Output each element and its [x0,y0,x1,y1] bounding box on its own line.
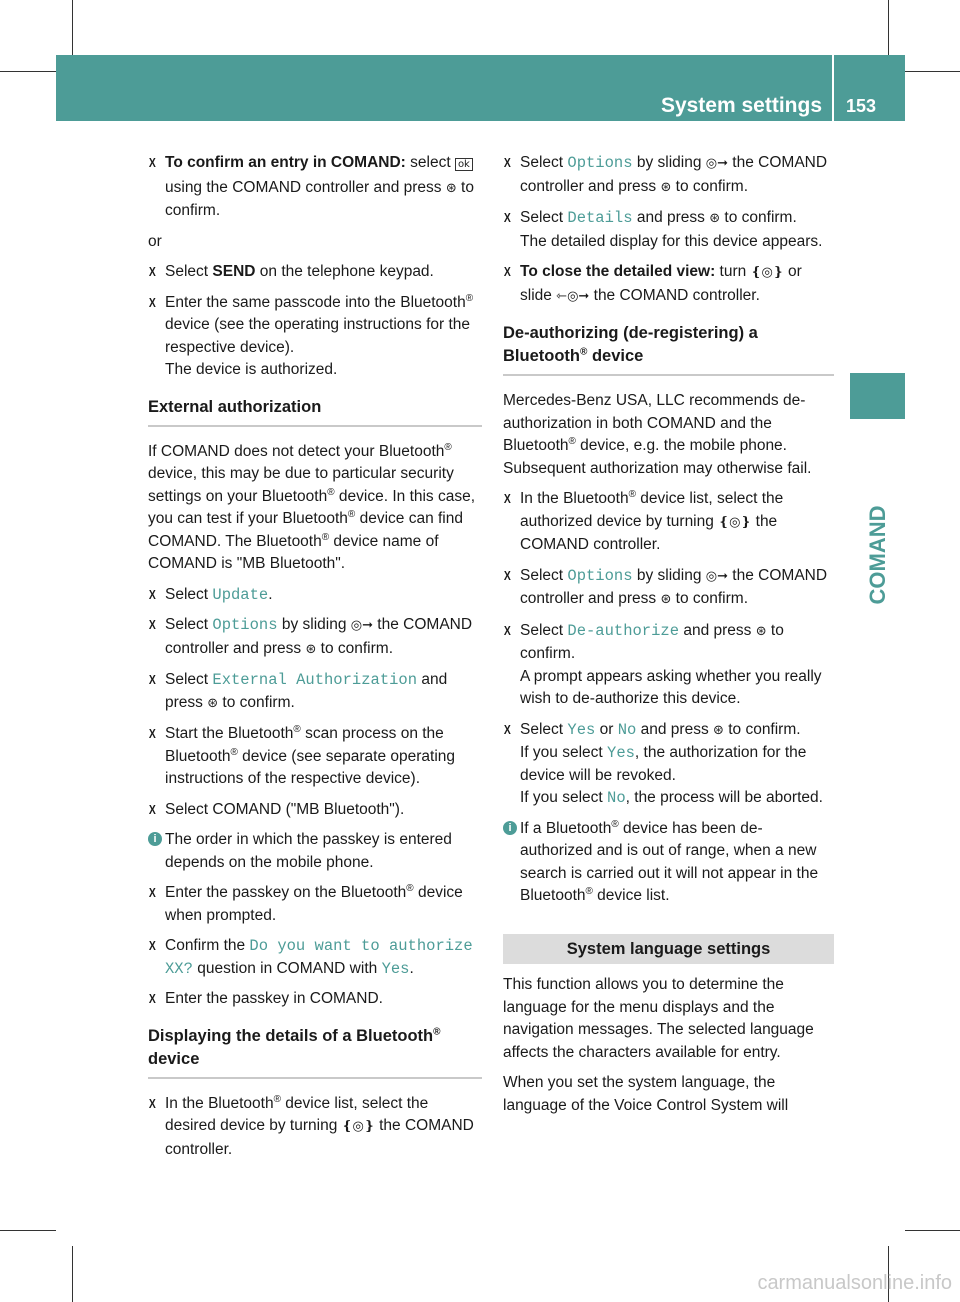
press-icon: ⊛ [207,695,219,711]
section-heading-box: System language settings [503,934,834,965]
turn-icon: ❴◎❵ [718,514,752,530]
slide-icon: ⇽◎➞ [556,288,590,304]
info-icon: i [148,832,162,846]
right-column [503,152,834,1125]
section-side-label: COMAND [864,505,890,605]
step: X Select Options by sliding ◎➞ the COMAND controller and press ⊛ to confirm. [503,152,834,199]
step: X Start the Bluetooth® scan process on the Bluetooth® device (see separate operating instructions of the respective device). [148,723,482,791]
paragraph: When you set the system language, the language of the Voice Control System will [503,1074,789,1114]
slide-right-icon: ◎➞ [705,568,728,584]
step: X In the Bluetooth® device list, select the authorized device by turning ❴◎❵ the COMAND controller. [503,488,834,557]
info-note: i The order in which the passkey is entered depends on the mobile phone. [148,829,482,874]
section-heading: Displaying the details of a Bluetooth® device [148,1025,482,1079]
slide-right-icon: ◎➞ [350,618,373,633]
step: X Confirm the Do you want to authorize XX? question in COMAND with Yes. [148,935,482,980]
paragraph: This function allows you to determine the language for the menu displays and the navigation messages. The selected language affects the characters available for entry. [503,976,814,1061]
info-note: i If a Bluetooth® device has been de-authorized and is out of range, when a new search is carried out it will not appear in the Bluetooth® device list. [503,818,834,908]
press-icon: ⊛ [305,641,317,657]
step: X Select Details and press ⊛ to confirm. The detailed display for this device appears. [503,207,834,253]
step: X Select De-authorize and press ⊛ to confirm. A prompt appears asking whether you really wish to de-authorize this device. [503,620,834,711]
ok-icon: ok [455,158,473,171]
page-number: 153 [846,96,877,116]
press-icon: ⊛ [709,211,721,226]
press-icon: ⊛ [660,592,672,607]
step: X Select External Authorization and press ⊛ to confirm. [148,669,482,715]
slide-right-icon: ◎➞ [705,156,728,171]
press-icon: ⊛ [755,623,767,639]
step: X To close the detailed view: turn ❴◎❵ or slide ⇽◎➞ the COMAND controller. [503,261,834,308]
crop-mark [0,1230,56,1231]
section-heading: External authorization [148,396,482,427]
step: X Select Options by sliding ◎➞ the COMAND controller and press ⊛ to confirm. [503,565,834,612]
info-icon: i [503,821,517,835]
crop-mark [905,1230,960,1231]
side-tab [850,373,905,419]
step: X Select SEND on the telephone keypad. [148,261,482,284]
page-title: System settings [660,94,822,117]
paragraph: If COMAND does not detect your Bluetooth® device, this may be due to particular security settings on your Bluetooth® device. In this case, you can test if your Bluetooth® device can find COMAND. The Bluetooth® device name of COMAND is "MB Bluetooth". [148,441,476,572]
step: X In the Bluetooth® device list, select the desired device by turning ❴◎❵ the COMAND controller. [148,1093,482,1162]
turn-icon: ❴◎❵ [750,265,784,280]
left-column [148,152,482,1169]
paragraph: Mercedes-Benz USA, LLC recommends de-authorization in both COMAND and the Bluetooth® device, e.g. the mobile phone. Subsequent authorization may otherwise fail. [503,392,812,477]
press-icon: ⊛ [445,180,457,196]
step: X To confirm an entry in COMAND: select ok using the COMAND controller and press ⊛ to confirm. [148,152,482,223]
step: X Select Yes or No and press ⊛ to confirm. If you select Yes, the authorization for the device will be revoked. If you select No, the process will be aborted. [503,719,834,810]
header-divider [832,55,834,121]
crop-mark [905,71,960,72]
turn-icon: ❴◎❵ [341,1119,375,1134]
step: X Select COMAND ("MB Bluetooth"). [148,799,482,822]
step: X Enter the passkey on the Bluetooth® device when prompted. [148,882,482,927]
step: X Select Options by sliding ◎➞ the COMAND controller and press ⊛ to confirm. [148,614,482,661]
or-text: or [148,232,162,250]
watermark: carmanualsonline.info [757,1272,952,1294]
crop-mark [0,71,56,72]
section-heading: De-authorizing (de-registering) a Bluetooth® device [503,322,834,376]
step: X Select Update. [148,584,482,607]
press-icon: ⊛ [660,179,672,195]
step: X Enter the passkey in COMAND. [148,988,482,1011]
step: X Enter the same passcode into the Bluetooth® device (see the operating instructions for the respective device). The device is authorized. [148,292,482,382]
press-icon: ⊛ [713,722,724,738]
